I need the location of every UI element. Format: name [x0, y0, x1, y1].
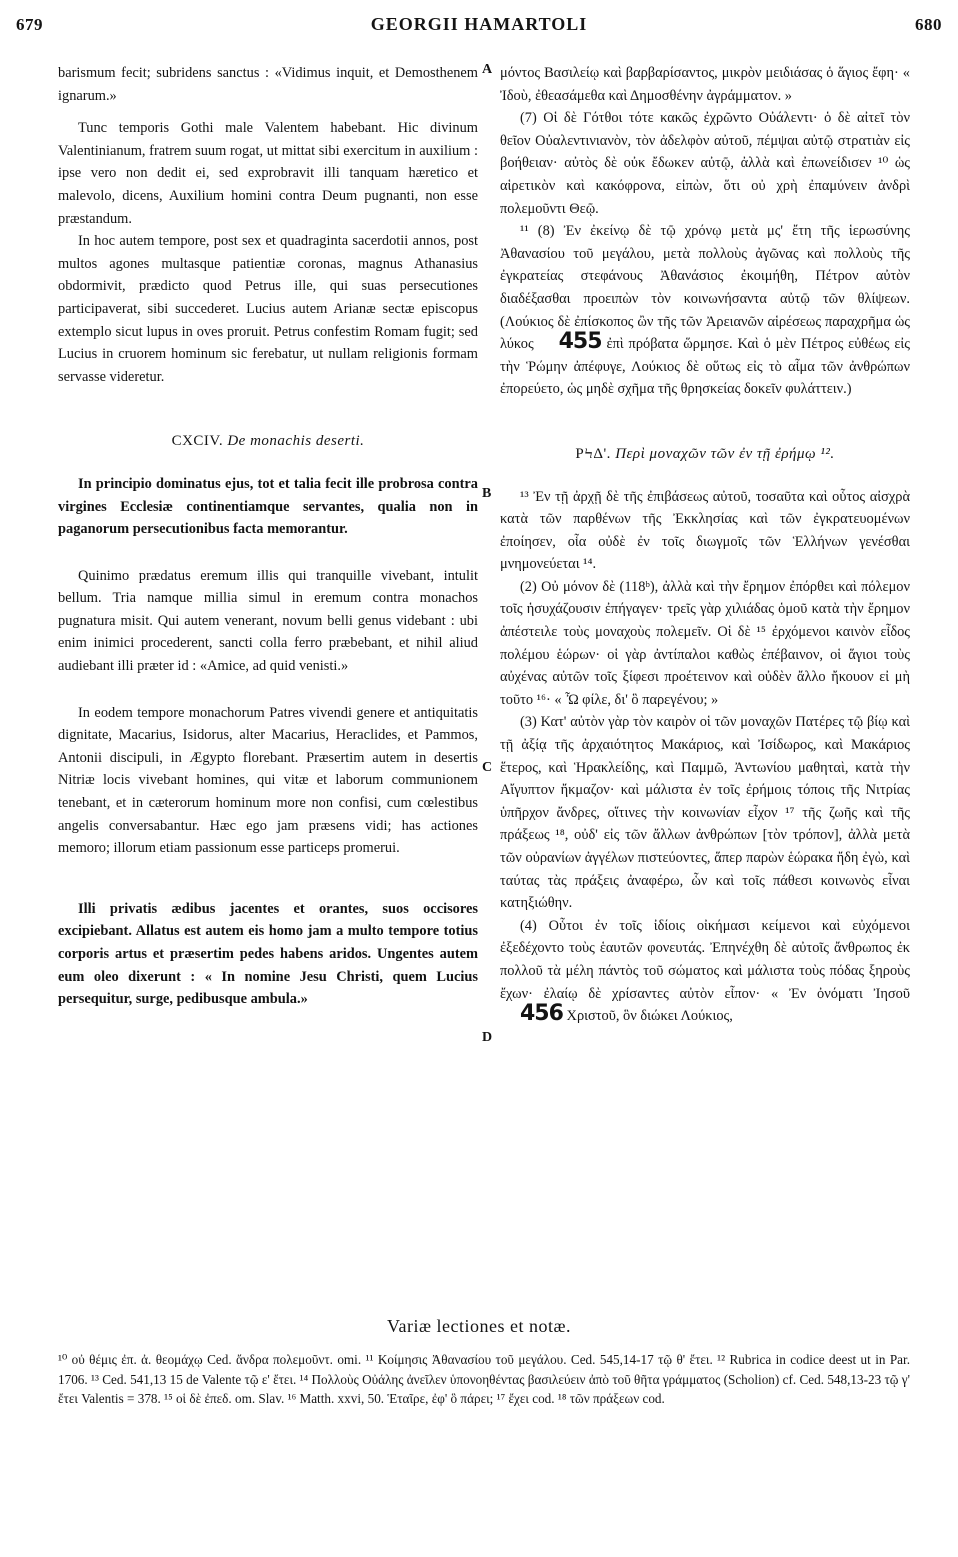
greek-paragraph: μόντος Βασιλείῳ καὶ βαρβαρίσαντος, μικρὸν μειδιάσας ὁ ἅγιος ἔφη· « Ἰδοὺ, ἐθεασάμεθα καὶ Δημοσθένην ἀγράμματον. » — [500, 65, 910, 104]
greek-paragraph: (7) Οἱ δὲ Γότθοι τότε κακῶς ἐχρῶντο Οὐάλεντι· ὁ δὲ αἰτεῖ τὸν θεῖον Οὐαλεντινιανὸν, τὸν ἀδελφὸν αὐτοῦ, πέμψαι αὐτῷ στρατιὰν εἰς βοήθειαν· αὐτὸς δὲ οὐκ ἔδωκεν αὐτῷ, ἀλλὰ καὶ ἐπωνείδισεν ¹⁰ ὡς αἱρετικὸν καὶ κακόφρονα, εἰπὼν, ὅτι οὐ χρὴ ἐπαμύνειν ἀνδρὶ πολεμοῦντι Θεῷ. — [500, 110, 910, 217]
greek-paragraph: (2) Οὐ μόνον δὲ (118ᵇ), ἀλλὰ καὶ τὴν ἔρημον ἐπόρθει καὶ πόλεμον τοῖς ἡσυχάζουσιν ἐπήγαγεν· τρεῖς γὰρ χιλιάδας ὁμοῦ κατὰ τὴν ἔρημον ἀπέστειλε τοὺς μοναχοὺς πολεμεῖν. Οἱ δὲ ¹⁵ ἐρχόμενοι καινὸν εἶδος πολέμου ἑώρων· οἱ γὰρ ἀντίπαλοι καθὼς ἐπέβαινον, οἱ ἅγιοι τοὺς αὐχένας αὐτῶν τοῖς ξίφεσι προέτεινον καὶ οὐδὲν ἄλλο ἤκουον εἰ μὴ τοῦτο ¹⁶· « Ὦ φίλε, δι' ὃ παρεγένου; » — [500, 578, 910, 708]
latin-paragraph: Tunc temporis Gothi male Valentem habebant. Hic divinum Valentinianum, fratrem suum rogat, ut mittat sibi exercitum in auxilium : ipse vero non dedit ei, sed exprobravit illi tanquam hæretico et malevolo, dicens, Auxilium homini contra Deum pugnanti, non esse præstandum. — [58, 120, 478, 227]
margin-letter-c: C — [482, 760, 493, 775]
greek-paragraph: (3) Κατ' αὐτὸν γὰρ τὸν καιρὸν οἱ τῶν μοναχῶν Πατέρες τῷ βίῳ καὶ τῇ ἀξίᾳ τῆς ἀρχαιότητος Μακάριος, καὶ Ἰσίδωρος, καὶ Μακάριος ἕτερος, καὶ Ἡρακλείδης, καὶ Παμμῶ, Ἀντωνίου μαθηταὶ, κατὰ τὴν Αἴγυπτον ἤκμαζον· καὶ μάλιστα ἐν τοῖς ἐρήμοις τόποις τῆς Νιτρίας ὑπῆρχον ἄνδρες, οἵτινες τὴν κοινωνίαν εἶχον ¹⁷ τῆς ζωῆς καὶ τῆς πράξεως ¹⁸, οὐδ' εἰς τῶν ἄλλων ἀνθρώπων [τὸν τρόπον], ἀλλὰ μετὰ τῶν οὐρανίων ἀγγέλων πιστεύοντες, ἅπερ παρὼν ἑώρακα ἤδη ἐγὼ, καὶ ταύτας τὰς πράξεις ἀναφέρω, ὧν καὶ τοῖς πάθεσι κοινωνὸς εἶναι κατηξιώθην. — [500, 714, 910, 912]
margin-letter-d: D — [482, 1030, 493, 1045]
chapter-title: De monachis deserti. — [227, 433, 365, 450]
chapter-number: CXCIV. — [171, 433, 224, 450]
latin-paragraph: In hoc autem tempore, post sex et quadraginta sacerdotii annos, post multos agones multasque patientiæ coronas, magnus Athanasius obdormivit, prædicto quod Petrus ille, qui suas persecutiones participaverat, sibi succederet. Lucius autem Arianæ sectæ episcopus extemplo sicut lupus in oves proruit. Petrus confestim Romam fugit; sed Lucius in cruorem hominum sic ferebatur, ut nullam religionis formam servasse videretur. — [58, 233, 478, 385]
margin-letter-b: B — [482, 486, 492, 501]
greek-column — [500, 62, 910, 1028]
greek-paragraph: ¹¹ (8) Ἐν ἐκείνῳ δὲ τῷ χρόνῳ μετὰ μς' ἔτη τῆς ἱερωσύνης Ἀθανασίου τοῦ μεγάλου, μετὰ πολλοὺς ἀγῶνας καὶ πολλοὺς τῆς ἐγκρατείας στεφάνους Ἀθανάσιος ἐκοιμήθη, Πέτρον αὐτὸν διαδέξασθαι προειπὼν τὸν κοινωνήσαντα αὐτῷ τῶν θλίψεων. (Λούκιος δὲ ἐπίσκοπος ὢν τῆς τῶν Ἀρειανῶν αἱρέσεως παραχρῆμα ὡς λύκος 455 ἐπὶ πρόβατα ὥρμησε. Καὶ ὁ μὲν Πέτρος εὐθέως εἰς τὴν Ῥώμην ἀπέφυγε, Λούκιος δὲ οὕτως εἰς τὸ αἷμα τῶν ἀνθρώπων ἐπορεύετο, ὡς μηδὲ σχῆμα τῆς θρησκείας δοκεῖν φυλάττειν.) — [500, 223, 910, 398]
latin-paragraph: In eodem tempore monachorum Patres vivendi genere et antiquitatis dignitate, Macarius, Isidorus, alter Macarius, Heraclides, et Pammos, Antonii discipuli, in Ægypto florebant. Præsertim autem in desertis Nitriæ locis vivebant homines, qui vitæ et laborum communionem tenebant, et in cæterorum hominum more non confisi, cum cœlestibus angelis conversabantur. Hæc ego jam præsens vidi; has actiones memoro; illorum etiam passionum esse particeps promerui. — [58, 704, 478, 857]
inline-page-number: 456 — [520, 1001, 563, 1027]
right-page-number: 680 — [914, 15, 942, 34]
page-header — [16, 14, 942, 44]
footnotes: ¹⁰ οὐ θέμις ἐπ. ἀ. θεομάχῳ Ced. ἄνδρα πολεμοῦντ. omi. ¹¹ Κοίμησις Ἀθανασίου τοῦ μεγάλου. Ced. 545,14-17 τῷ θ' ἔτει. ¹² Rubrica in codice deest ut in Par. 1706. ¹³ Ced. 541,13 15 de Valente τῷ ε' ἔτει. ¹⁴ Πολλοὺς Οὐάλης ἀνεῖλεν ὑπονοηθέντας βασιλεύειν ἀπὸ τοῦ θῆτα γράμματος (Scholion) cf. Ced. 548,13-23 τῷ γ' ἔτει Valentis = 378. ¹⁵ οἱ δὲ ἐπεδ. om. Slav. ¹⁶ Matth. xxvi, 50. Ἑταῖρε, ἐφ' ὃ πάρει; ¹⁷ ἔχει cod. ¹⁸ τῶν πράξεων cod. — [58, 1352, 910, 1406]
latin-paragraph: Illi privatis ædibus jacentes et orantes, suos occisores excipiebant. Allatus est autem eis homo jam a multo tempore totius corporis artus et præsertim pedes habens aridos. Ungentes autem eum oleo dixerunt : « In nomine Jesu Christi, quem Lucius persequitur, surge, pedibusque ambula.» — [58, 900, 478, 1008]
chapter-heading-latin — [58, 430, 478, 453]
running-title: GEORGII HAMARTOLI — [370, 14, 588, 34]
notes-heading: Variæ lectiones et notæ. — [387, 1316, 571, 1336]
latin-paragraph: barismum fecit; subridens sanctus : «Vidimus inquit, et Demosthenem ignarum.» — [58, 65, 478, 104]
latin-column — [58, 62, 478, 1011]
latin-paragraph: Quinimo prædatus eremum illis qui tranquille vivebant, intulit bellum. Tria namque millia simul in eremum contra monachos pugnatura misit. Qui autem venerant, novum belli genus videbant : ubi enim inimici procederent, sancti colla ferro præbebant, et nihil aliud audiebant illi præter id : «Amice, ad quid venisti.» — [58, 567, 478, 675]
chapter-number: ΡϞΔ'. — [575, 445, 611, 462]
margin-letter-a: A — [482, 62, 493, 77]
left-page-number: 679 — [16, 15, 43, 34]
chapter-title: Περὶ μοναχῶν τῶν ἐν τῇ ἐρήμῳ ¹². — [615, 445, 835, 462]
inline-page-number: 455 — [558, 329, 602, 355]
chapter-heading-greek — [500, 443, 910, 466]
greek-paragraph: ¹³ Ἐν τῇ ἀρχῇ δὲ τῆς ἐπιβάσεως αὐτοῦ, τοσαῦτα καὶ οὗτος αἰσχρὰ κατὰ τῶν παρθένων τῆς Ἐκκλησίας καὶ τῶν ἐγκρατευομένων ἐποίησεν, οἷα οὐδὲ ἐν τοῖς διωγμοῖς τῶν Ἑλλήνων γενέσθαι μνημονεύεται ¹⁴. — [500, 488, 910, 573]
greek-paragraph: (4) Οὗτοι ἐν τοῖς ἰδίοις οἰκήμασι κείμενοι καὶ εὐχόμενοι ἐξεδέχοντο τοὺς ἑαυτῶν φονευτάς. Ἐπηνέχθη δὲ αὐτοῖς ἄνθρωπος ἐκ πολλοῦ τὰ μέλη πάντὸς τοῦ σώματος καὶ μάλιστα τοὺς πόδας ξηροὺς ἔχων· ἐλαίῳ δὲ χρίσαντες αὐτὸν εἶπον· « Ἐν ὀνόματι Ἰησοῦ 456 Χριστοῦ, ὃν διώκει Λούκιος, — [500, 917, 910, 1027]
latin-paragraph: In principio dominatus ejus, tot et talia fecit ille probrosa contra virgines Ecclesiæ continentiamque servantes, qualia non in paganorum persecutionibus facta memorantur. — [58, 475, 478, 538]
